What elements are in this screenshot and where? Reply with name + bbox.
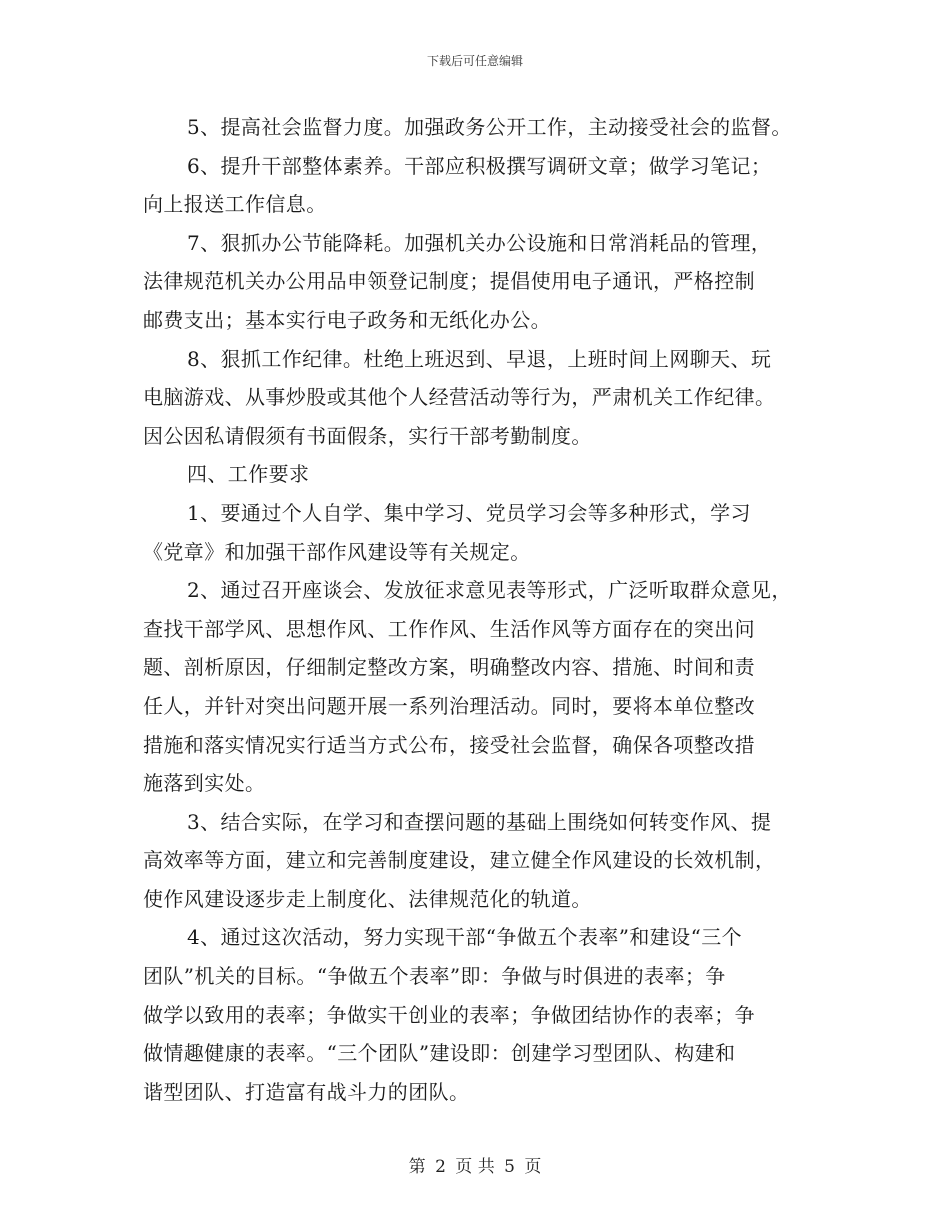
text-line: 7、狠抓办公节能降耗。加强机关办公设施和日常消耗品的管理， — [187, 230, 772, 255]
text-line: 团队”机关的目标。“争做五个表率”即：争做与时俱进的表率；争 — [143, 964, 726, 989]
text-line: 6、提升干部整体素养。干部应积极撰写调研文章；做学习笔记； — [187, 153, 772, 178]
text-line: 因公因私请假须有书面假条，实行干部考勤制度。 — [143, 423, 592, 448]
text-line: 使作风建设逐步走上制度化、法律规范化的轨道。 — [143, 886, 592, 911]
footer-page-number: 2 — [435, 1157, 446, 1177]
page-footer — [0, 1152, 950, 1177]
footer-suffix: 页 — [524, 1157, 542, 1177]
footer-total-pages: 5 — [504, 1157, 515, 1177]
text-line: 措施和落实情况实行适当方式公布，接受社会监督，确保各项整改措 — [143, 732, 755, 757]
text-line: 查找干部学风、思想作风、工作作风、生活作风等方面存在的突出问 — [143, 616, 755, 641]
footer-prefix: 第 — [408, 1157, 426, 1177]
text-line: 1、要通过个人自学、集中学习、党员学习会等多种形式，学习 — [187, 500, 751, 525]
text-line: 4、通过这次活动，努力实现干部“争做五个表率”和建设“三个 — [187, 925, 742, 950]
text-line: 邮费支出；基本实行电子政务和无纸化办公。 — [143, 307, 551, 332]
text-line: 3、结合实际，在学习和查摆问题的基础上围绕如何转变作风、提 — [187, 809, 772, 834]
text-line: 谐型团队、打造富有战斗力的团队。 — [143, 1079, 470, 1104]
text-line: 任人，并针对突出问题开展一系列治理活动。同时，要将本单位整改 — [143, 693, 755, 718]
text-line: 5、提高社会监督力度。加强政务公开工作，主动接受社会的监督。 — [187, 115, 792, 139]
text-line: 做学以致用的表率；争做实干创业的表率；争做团结协作的表率；争 — [143, 1002, 755, 1027]
footer-middle: 页 共 — [455, 1157, 495, 1177]
text-line: 电脑游戏、从事炒股或其他个人经营活动等行为，严肃机关工作纪律。 — [143, 385, 776, 410]
text-line: 8、狠抓工作纪律。杜绝上班迟到、早退，上班时间上网聊天、玩 — [187, 346, 772, 371]
text-line: 四、工作要求 — [187, 462, 310, 487]
text-line: 做情趣健康的表率。“三个团队”建设即：创建学习型团队、构建和 — [143, 1041, 736, 1066]
text-line: 施落到实处。 — [143, 771, 266, 796]
text-line: 法律规范机关办公用品申领登记制度；提倡使用电子通讯，严格控制 — [143, 269, 755, 294]
page-header: 下载后可任意编辑 — [426, 54, 523, 68]
text-line: 向上报送工作信息。 — [143, 192, 327, 217]
text-line: 题、剖析原因，仔细制定整改方案，明确整改内容、措施、时间和责 — [143, 655, 755, 680]
text-line: 《党章》和加强干部作风建设等有关规定。 — [143, 539, 531, 564]
text-line: 2、通过召开座谈会、发放征求意见表等形式，广泛听取群众意见， — [187, 578, 792, 603]
text-line: 高效率等方面，建立和完善制度建设，建立健全作风建设的长效机制， — [143, 848, 776, 873]
document-body — [143, 108, 823, 1111]
